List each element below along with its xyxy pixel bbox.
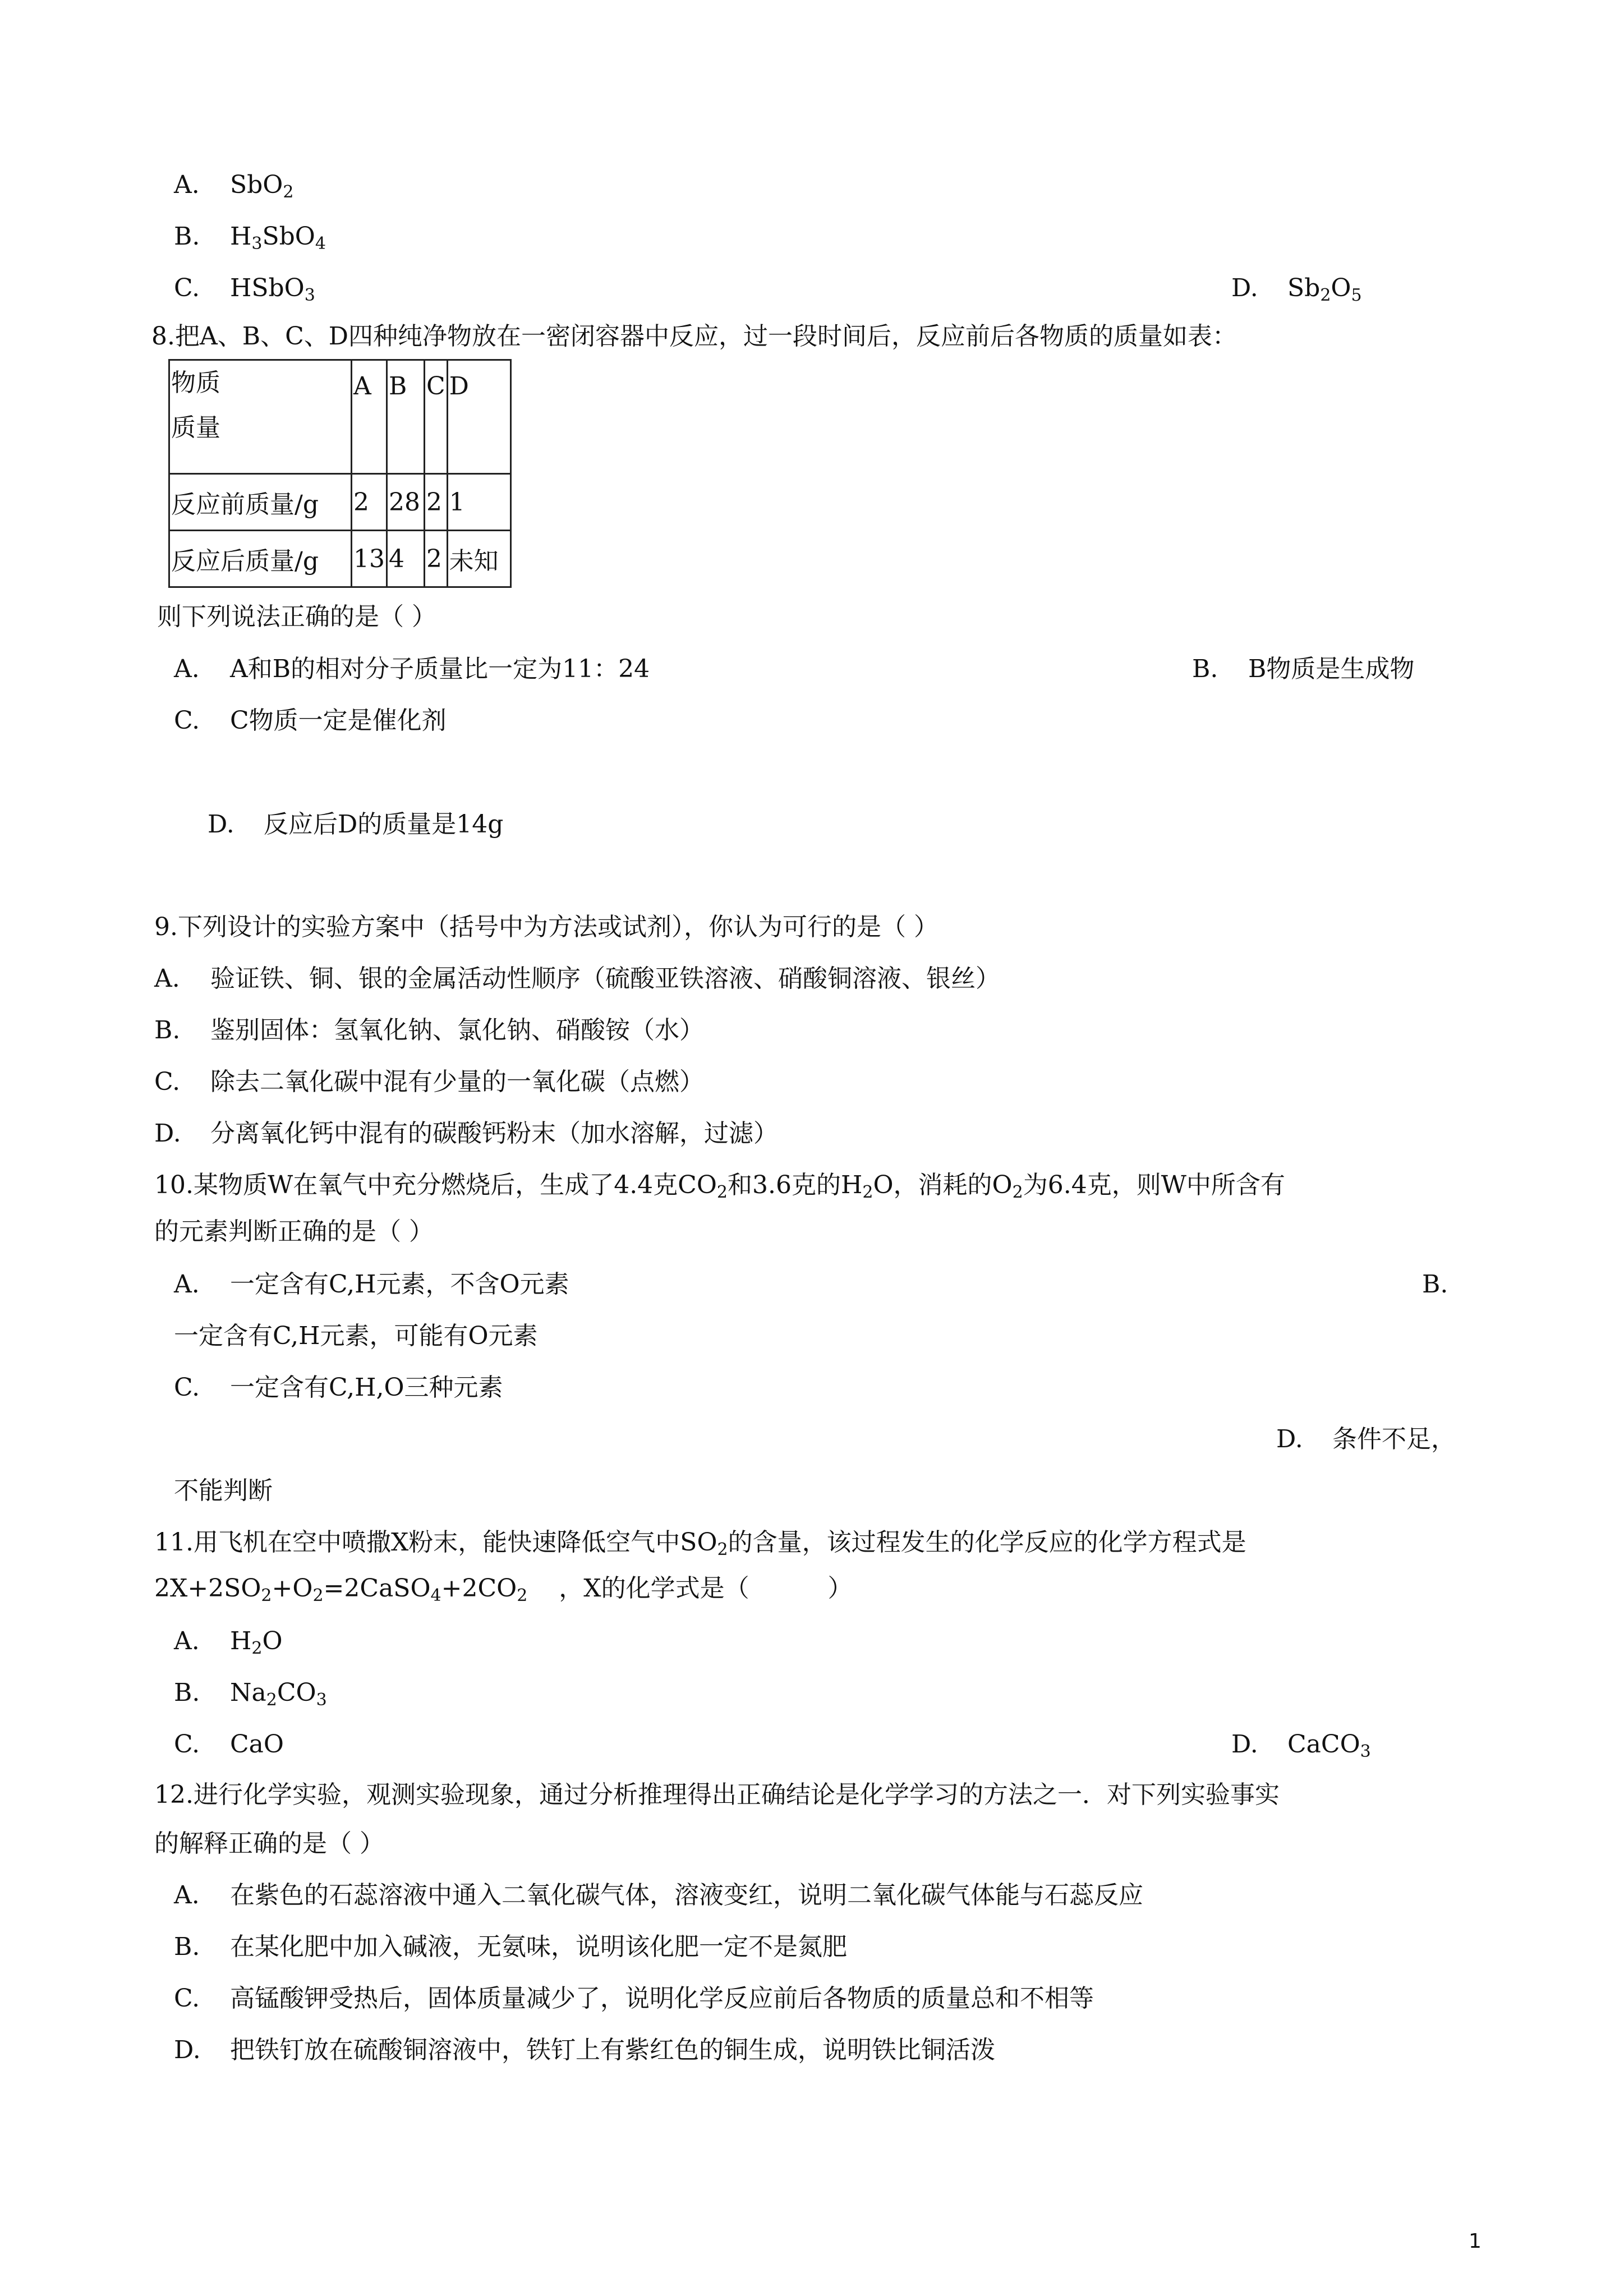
q12-option-d: D. 把铁钉放在硫酸铜溶液中，铁钉上有紫红色的铜生成，说明铁比铜活泼 — [174, 2036, 995, 2064]
table-row — [169, 474, 511, 531]
q10-stem-line2: 的元素判断正确的是（ ） — [154, 1217, 434, 1246]
q11-option-b: B. $Na_2CO_3$ — [174, 1678, 327, 1710]
table-header-label: 物质 质量 — [169, 360, 352, 474]
q11-option-d: D. CaCO$_3$ — [1231, 1730, 1371, 1761]
q12-option-a: A. 在紫色的石蕊溶液中通入二氧化碳气体，溶液变红，说明二氧化碳气体能与石蕊反应 — [174, 1881, 1143, 1910]
table-cell: 28 — [387, 474, 425, 531]
table-cell: 1 — [447, 474, 510, 531]
q10-option-c: C. 一定含有C,H,O三种元素 — [174, 1373, 503, 1402]
table-row-label: 反应后质量/g — [169, 531, 352, 587]
q10-option-b-letter: B. — [1422, 1270, 1448, 1299]
table-col-b: B — [387, 360, 425, 474]
table-col-c: C — [425, 360, 448, 474]
table-header-row — [169, 360, 511, 474]
q8-mass-table — [168, 359, 512, 588]
q8-prompt: 则下列说法正确的是（ ） — [157, 602, 436, 631]
q7-option-d: D. $Sb_2O_5$ — [1231, 274, 1362, 305]
table-cell: 2 — [352, 474, 387, 531]
q8-option-b: B. B物质是生成物 — [1192, 655, 1415, 683]
table-cell: 13 — [352, 531, 387, 587]
table-row — [169, 531, 511, 587]
q9-stem: 9.下列设计的实验方案中（括号中为方法或试剂），你认为可行的是（ ） — [154, 913, 938, 941]
q8-option-a: A. A和B的相对分子质量比一定为11：24 — [174, 655, 650, 683]
table-cell: 4 — [387, 531, 425, 587]
q10-option-d-continued: 不能判断 — [174, 1476, 273, 1505]
q8-option-c: C. C物质一定是催化剂 — [174, 706, 447, 735]
table-col-d: D — [447, 360, 510, 474]
page-number: 1 — [1469, 2230, 1482, 2253]
q9-option-c: C. 除去二氧化碳中混有少量的一氧化碳（点燃） — [154, 1068, 704, 1096]
q12-stem-line1: 12.进行化学实验，观测实验现象，通过分析推理得出正确结论是化学学习的方法之一．对下列实验事实 — [154, 1780, 1280, 1809]
q9-option-d: D. 分离氧化钙中混有的碳酸钙粉末（加水溶解，过滤） — [154, 1119, 778, 1148]
q10-stem-line1: 10.某物质W在氧气中充分燃烧后，生成了4.4克$CO_2$和3.6克的$H_2O$，消耗的$O_2$为6.4克，则W中所含有 — [154, 1171, 1285, 1202]
q7-option-c: C. HSbO$_3$ — [174, 274, 315, 305]
table-col-a: A — [352, 360, 387, 474]
table-cell: 2 — [425, 531, 448, 587]
q10-option-d: D. 条件不足， — [1276, 1425, 1456, 1453]
q10-option-a: A. 一定含有C,H元素，不含O元素 — [174, 1270, 569, 1299]
q12-option-c: C. 高锰酸钾受热后，固体质量减少了，说明化学反应前后各物质的质量总和不相等 — [174, 1984, 1094, 2013]
q8-stem: 8.把A、B、C、D四种纯净物放在一密闭容器中反应，过一段时间后，反应前后各物质的质量如表： — [151, 322, 1237, 351]
q7-option-a: A. SbO$_2$ — [174, 171, 294, 202]
q12-option-b: B. 在某化肥中加入碱液，无氨味，说明该化肥一定不是氮肥 — [174, 1932, 847, 1961]
q9-option-a: A. 验证铁、铜、银的金属活动性顺序（硫酸亚铁溶液、硝酸铜溶液、银丝） — [154, 964, 1000, 993]
table-cell: 2 — [425, 474, 448, 531]
q10-option-b-text: 一定含有C,H元素，可能有O元素 — [174, 1322, 538, 1350]
q8-option-d: D. 反应后D的质量是14g — [208, 810, 504, 839]
q11-option-c: C. CaO — [174, 1730, 284, 1759]
q9-option-b: B. 鉴别固体：氢氧化钠、氯化钠、硝酸铵（水） — [154, 1016, 704, 1045]
q11-stem-line1: 11.用飞机在空中喷撒X粉末，能快速降低空气中$SO_2$的含量，该过程发生的化学反应的化学方程式是 — [154, 1528, 1246, 1559]
q7-option-b: B. $H_3SbO_4$ — [174, 222, 326, 254]
table-cell: 未知 — [447, 531, 510, 587]
q11-equation-line: $2X+2SO_2+O_2=2CaSO_4+2CO_2$ ，X的化学式是（ ） — [154, 1574, 853, 1605]
q12-stem-line2: 的解释正确的是（ ） — [154, 1829, 384, 1858]
q11-option-a: A. $H_2O$ — [174, 1627, 283, 1658]
table-row-label: 反应前质量/g — [169, 474, 352, 531]
